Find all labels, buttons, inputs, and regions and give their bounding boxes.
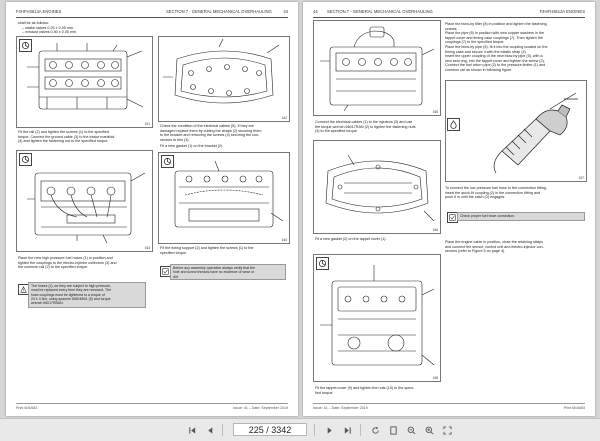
figure-number: 163 <box>144 246 150 250</box>
footer-print-code: Print 604/683 <box>563 406 585 410</box>
instruction-tappet-gasket: Fit a new gasket (2) on the tappet cover (1). <box>315 237 387 241</box>
page-footer <box>313 403 585 412</box>
blow-by-drawing <box>314 21 440 115</box>
figure-number: 162 <box>281 116 287 120</box>
fullscreen-icon[interactable] <box>440 424 454 436</box>
viewer-toolbar <box>0 418 600 441</box>
torque-wrench-icon <box>19 39 32 52</box>
header-engine-title: F4HFH3613A ENGINES <box>16 9 62 14</box>
figure-number: 164 <box>281 238 287 242</box>
zoom-out-icon[interactable] <box>404 424 418 436</box>
warning-note: The hoses (1), as they are subject to high pressure, must be replaced every time they are removed. The hose couplings must be tightened to a torque of 24 ± 4 Nm, using spanner 66516801 (5) and torque wrench 66017RBAN. <box>28 282 146 308</box>
next-page-icon[interactable] <box>322 424 336 436</box>
instruction-tappet-cover: Fit the tappet cover (9) and tighten the nuts (10) to the speci- fied torque. <box>315 386 415 395</box>
figure-blow-by-filter <box>313 20 441 116</box>
instruction-blow-by: Place the blow-by filter (8) in position and tighten the fastening screws. Place the pipe (6) in position with new copper washers in the tappet cover and timing case couplings (7). Then tighten the couplings (7) to the specified torque. Place the blow-by pipe (5), fit it into the coupling located on the timing case and secure it with the elastic strap (4). Insert the upper coupling of the new blow-by pipe (5), with a new seal ring, into the tappet cover and tighten the screw (3). Connect the fuel return pipe (2) to the pressure limiter (1) and common rail as shown in following figure. <box>445 22 548 72</box>
torque-wrench-icon <box>19 153 32 166</box>
figure-number: 167 <box>578 176 584 180</box>
manual-page-right <box>303 2 595 416</box>
figure-wiring-support <box>158 152 290 244</box>
page-header <box>16 8 288 18</box>
tappet-gasket-drawing <box>314 141 440 233</box>
instruction-wiring-support: Fit the wiring support (2) and tighten the screws (1) to the specified torque. <box>160 246 254 255</box>
coupling-drawing <box>446 81 586 181</box>
header-engine-title: F4HFH3613A ENGINES <box>539 9 585 14</box>
instruction-low-pressure-hose: To connect the low pressure fuel hose to the connection fitting, insert the quick-fit coupling (2) in the connection fitting and push it in until the catch (3) engages. <box>445 186 547 200</box>
check-note: Check proper fuel hose connection. <box>457 212 585 221</box>
figure-number: 168 <box>432 376 438 380</box>
last-page-icon[interactable] <box>340 424 354 436</box>
figure-quick-fit-coupling <box>445 80 587 182</box>
instruction-engine-cable: Place the engine cable in position, close the retaining straps and connect the sensor, control unit and electro-injector con- nectors (refer to Figure 5 on page 4). <box>445 240 544 254</box>
rotate-icon[interactable] <box>368 424 382 436</box>
instruction-rail: Fit the rail (2) and tighten the screws (1) to the specified torque. Connect the ground cable (3) to the intake manifold (4) and tighten the fastening nut to the specified torque. <box>18 130 115 144</box>
figure-bracket-gasket <box>158 36 290 122</box>
page-header <box>313 8 585 18</box>
first-page-icon[interactable] <box>185 424 199 436</box>
figure-number: 166 <box>432 228 438 232</box>
header-section-title: SECTION 7 - GENERAL MECHANICAL OVERHAULING <box>327 9 433 14</box>
manual-page-left <box>6 2 298 416</box>
page-number-input[interactable]: 225 / 3342 <box>233 423 307 436</box>
toolbar-separator <box>360 424 361 436</box>
intro-text: shall be as follows: – intake valves 0.25 ± 0.05 mm – exhaust valves 0.50 ± 0.05 mm. <box>18 21 78 35</box>
zoom-in-icon[interactable] <box>422 424 436 436</box>
torque-wrench-icon <box>316 257 329 270</box>
instruction-cables: Check the condition of the electrical cables (5). If they are damaged replace them by cutting the straps (2) securing them to the bracket and removing the screws (4) securing the con- nectors to this (3). Fit a new gasket (1) on the bracket (2). <box>160 124 262 149</box>
previous-page-icon[interactable] <box>203 424 217 436</box>
figure-engine-rail <box>16 36 153 128</box>
fit-page-icon[interactable] <box>386 424 400 436</box>
figure-number: 165 <box>432 110 438 114</box>
header-page-number: 44 <box>313 9 318 14</box>
figure-fuel-hoses <box>16 150 153 252</box>
toolbar-separator <box>314 424 315 436</box>
footer-issue-date: Issue: 41 – Date: September 2019 <box>233 406 288 410</box>
instruction-fuel-hoses: Place the new high pressure fuel hoses (1) in position and tighten the couplings to the electro-injector collectors (3) and the common rail (2) to the specified torque. <box>18 256 117 270</box>
check-note: Before any assembly operation always verify that the hole and screw threads have no evidence of wear or dirt. <box>170 264 286 280</box>
page-footer <box>16 403 288 412</box>
figure-tappet-gasket <box>313 140 441 234</box>
figure-tappet-cover <box>313 254 441 382</box>
wiring-support-drawing <box>159 153 289 243</box>
gasket-drawing <box>159 37 289 121</box>
instruction-injector-cables: Connect the electrical cables (1) to the injectors (3) and use the torque wrench 66017RAN (2) to tighten the fastening nuts (4) to the specified torque. <box>315 120 416 134</box>
header-section-title: SECTION 7 - GENERAL MECHANICAL OVERHAULING <box>166 9 272 14</box>
figure-number: 161 <box>144 122 150 126</box>
tappet-cover-drawing <box>314 255 440 381</box>
engine-drawing <box>17 37 152 127</box>
toolbar-separator <box>222 424 223 436</box>
fuel-icon <box>447 118 460 131</box>
torque-wrench-icon <box>161 155 174 168</box>
footer-issue-date: Issue: 41 – Date: September 2019 <box>313 406 368 410</box>
fuel-hoses-drawing <box>17 151 152 251</box>
footer-print-code: Print 604/683 <box>16 406 38 410</box>
header-page-number: 43 <box>283 9 288 14</box>
